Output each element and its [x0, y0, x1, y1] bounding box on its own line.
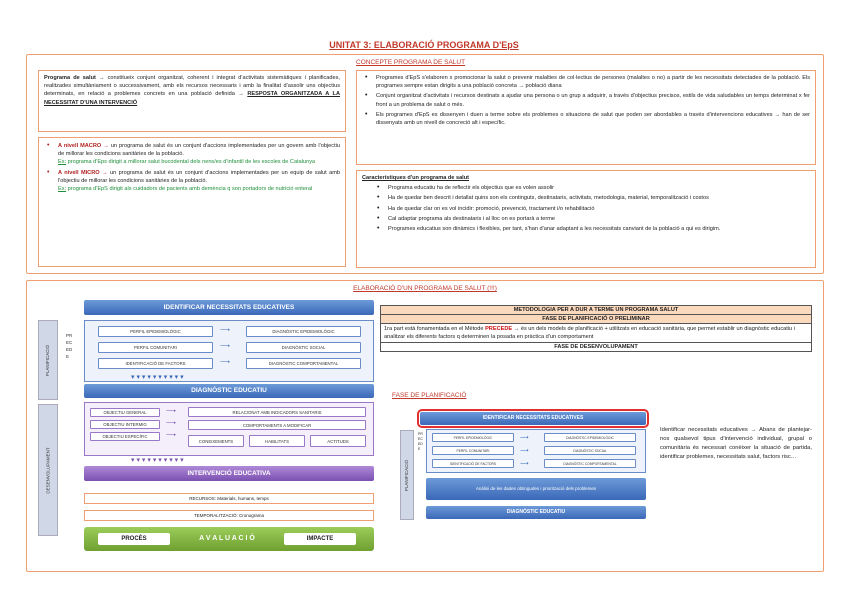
mini-identify-needs-bar: IDENTIFICAR NECESSITATS EDUCATIVES: [420, 412, 646, 425]
mini-planning-side: PLANIFICACIÓ: [400, 430, 414, 520]
epidemiological-profile-box: PERFIL EPIDEMIOLÒGIC: [98, 326, 213, 337]
arrow-down-icon: ▾ ▾ ▾ ▾ ▾ ▾ ▾ ▾ ▾ ▾: [131, 457, 184, 464]
level-macro: [44, 142, 340, 167]
level-macro-example: programa d'Eps dirigit a millorar salut bucodental dels nens/es d'infantil de les escoles de Catalunya: [66, 159, 316, 166]
concept-item: • Els programes d'EpS es dissenyen i duen a terme sobre els problemes o situacions de salut que poden ser abordables a través d'intervencions educatives → han de ser dissenyats amb un nivell de concreció alt i específic.: [362, 111, 810, 127]
arrow-down-icon: ▾ ▾ ▾ ▾ ▾ ▾ ▾ ▾ ▾ ▾: [131, 374, 184, 381]
mini-precede-label: PRECEDE: [418, 432, 423, 451]
arrow-right-icon: ⟶: [166, 432, 177, 439]
timing-box: TEMPORALITZACIÓ: Cronograma: [84, 510, 374, 521]
mini-social-diagnosis: DIAGNÒSTIC SOCIAL: [544, 446, 636, 455]
characteristic-item: • Programes educatius son dinàmics i flexibles, per tant, s'han d'anar adaptant a les necessitats canviant de la població a qui es dirigim.: [374, 225, 810, 233]
arrow-right-icon: ⟶: [166, 420, 177, 427]
arrow-right-icon: →: [102, 169, 108, 176]
mini-epidemiological-diagnosis: DIAGNÒSTIC EPIDEMIOLÒGIC: [544, 433, 636, 442]
behaviours-box: COMPORTAMENTS A MODIFICAR: [188, 420, 366, 430]
arrow-right-icon: →: [98, 75, 105, 81]
attitudes-box: ACTITUDS: [310, 435, 366, 447]
mini-educational-diagnosis-bar: DIAGNÒSTIC EDUCATIU: [426, 506, 646, 519]
level-macro-label: A nivell MACRO: [58, 143, 104, 149]
characteristic-item: • Ha de quedar clar on es vol incidir: promoció, prevenció, tractament i/o rehabilitació: [374, 205, 810, 213]
methodology-title: METODOLOGIA PER A DUR A TERME UN PROGRAMA SALUT: [381, 306, 812, 315]
characteristic-item: • Programa educatiu ha de reflectir els objectius que es volen assolir: [374, 184, 810, 192]
level-micro-label: A nivell MICRO: [58, 169, 102, 176]
development-phase-header: FASE DE DESENVOLUPAMENT: [381, 343, 812, 352]
mini-community-profile: PERFIL COMUNITARI: [432, 446, 514, 455]
arrow-right-icon: →: [103, 143, 109, 149]
definition-text: constitueix conjunt organitzat, coherent i integrat d'activitats sistemàtiques i planificades, realitzades simultàniament o successivament, amb els recursos necessaris i amb la finalitat d'assolir uns objectius determinats, en relació a problemes concrets en una població definida: [44, 75, 340, 98]
arrow-right-icon: ⟶: [520, 435, 529, 441]
planning-phase-title: FASE DE PLANIFICACIÓ: [392, 392, 467, 399]
level-macro-ex-label: Ex:: [58, 159, 67, 166]
definition-conclusion: RESPOSTA ORGANITZADA A LA NECESSITAT D'UNA INTERVENCIÓ: [44, 91, 340, 106]
resources-box: RECURSOS: Materials, humans, temps: [84, 493, 374, 504]
knowledge-box: CONEIXEMENTS: [188, 435, 244, 447]
concept-box: [356, 70, 816, 165]
impact-box: IMPACTE: [284, 533, 356, 545]
intermediate-objective-box: OBJECTIU INTERMIG: [90, 420, 160, 429]
behavioural-diagnosis-box: DIAGNÒSTIC COMPORTAMENTAL: [246, 358, 361, 369]
level-micro-example: programa d'EpS dirigit als cuidadors de pacients amb demència q son portadors de nutrició enteral: [66, 186, 313, 193]
precede-highlight: PRECEDE: [485, 326, 513, 332]
arrow-right-icon: →: [518, 83, 524, 90]
mini-epidemiological-profile: PERFIL EPIDEMIOLÒGIC: [432, 433, 514, 442]
mini-diagram: [398, 408, 648, 528]
level-macro-text: un programa de salut és un conjunt d'accions implementades per un govern amb l'objectiu de millorar les condicions sanitàries de la població.: [58, 143, 340, 158]
arrow-right-icon: ⟶: [166, 408, 177, 415]
planning-phase-header: FASE DE PLANIFICACIÓ O PRELIMINAR: [381, 315, 812, 324]
definition-label: Programa de salut: [44, 75, 99, 81]
identify-needs-bar: IDENTIFICAR NECESSITATS EDUCATIVES: [84, 300, 374, 315]
arrow-right-icon: ⟶: [220, 343, 231, 350]
arrow-right-icon: →: [750, 427, 757, 433]
characteristics-title: Característiques d'un programa de salut: [362, 175, 470, 181]
characteristics-box: [356, 170, 816, 268]
characteristic-item: • Ha de quedar ben descrit i detallat quins son els continguts, destinataris, activitats, metodologia, material, temporalització i costos: [374, 194, 810, 202]
process-box: PROCÈS: [98, 533, 170, 545]
level-micro-ex-label: Ex:: [58, 186, 67, 193]
educational-intervention-bar: INTERVENCIÓ EDUCATIVA: [84, 466, 374, 481]
identify-needs-explanation: Identificar necessitats educatives → Abans de plantejar-nos qualsevol tipus d'intervenció individual, grupal o comunitària és necessari conèixer la situació de partida, identificar problemes, necessitats salut, factors risc…: [660, 427, 812, 460]
arrow-right-icon: ⟶: [520, 461, 529, 467]
program-definition: [38, 70, 346, 132]
community-profile-box: PERFIL COMUNITARI: [98, 342, 213, 353]
program-diagram: [36, 298, 376, 556]
arrow-right-icon: →: [513, 326, 520, 332]
mini-identify-factors: IDENTIFICACIÓ DE FACTORS: [432, 459, 514, 468]
specific-objective-box: OBJECTIU ESPECÍFIC: [90, 432, 160, 441]
social-diagnosis-box: DIAGNÒSTIC SOCIAL: [246, 342, 361, 353]
arrow-right-icon: ⟶: [520, 448, 529, 454]
educational-diagnosis-bar: DIAGNÒSTIC EDUCATIU: [84, 384, 374, 398]
skills-box: HABILITATS: [249, 435, 305, 447]
planning-phase-text: 1ra part està fonamentada en el Mètode PRECEDE → és un dels models de planificació + utilitzats en educació sanitària, que permet establir un diagnòstic educatiu i analitzar els diferents factors q determinen la posada en pràctica d'un comportament: [381, 324, 812, 343]
level-micro-text: un programa de salut és un conjunt d'accions implementades per un equip de salut amb l'objectiu de millorar les condicions sanitàries de la població.: [58, 169, 340, 184]
precede-label: PRECEDE: [66, 333, 73, 359]
development-side-label: DESENVOLUPAMENT: [38, 404, 58, 536]
arrow-right-icon: ⟶: [220, 359, 231, 366]
arrow-right-icon: →: [774, 111, 781, 118]
arrow-right-icon: ⟶: [220, 327, 231, 334]
evaluation-bar: [84, 527, 374, 551]
methodology-table: [380, 305, 812, 352]
level-micro: [44, 169, 340, 194]
epidemiological-diagnosis-box: DIAGNÒSTIC EPIDEMIOLÒGIC: [246, 326, 361, 337]
page-title: UNITAT 3: ELABORACIÓ PROGRAMA D'EpS: [329, 40, 519, 50]
mini-behavioural-diagnosis: DIAGNÒSTIC COMPORTAMENTAL: [544, 459, 636, 468]
evaluation-label: A V A L U A C I Ó: [199, 535, 255, 542]
mini-analysis-bar: Anàlisi de les dades obtingudes i priorització dels problemes: [426, 478, 646, 500]
concept-item: • Conjunt organitzat d'activitats i recursos destinats a ajudar una persona o un grup a adquirir, a través d'objectius precisos, estils de vida saludables un temps determinat x fer front a un problema de salut o més.: [362, 92, 810, 108]
arrow-right-icon: →: [238, 91, 244, 98]
levels-box: [38, 137, 346, 267]
sanitary-indicators-box: RELACIONAT AMB INDICADORS SANITARIS: [188, 407, 366, 417]
concept-item: • Programes d'EpS s'elaboren x promocionar la salut o prevenir malalties de col·lectius de persones (malaltes o no) a partir de les necessitats detectades de la població. Els programes sempre estan dirigits a una població concreta → població diana: [362, 74, 810, 90]
concept-title: CONCEPTE PROGRAMA DE SALUT: [356, 59, 466, 66]
characteristic-item: • Cal adaptar programa als destinataris i al lloc on es portarà a terme: [374, 215, 810, 223]
planning-side-label: PLANIFICACIÓ: [38, 320, 58, 400]
elaboration-title: ELABORACIÓ D'UN PROGRAMA DE SALUT (!!!): [353, 285, 497, 292]
general-objective-box: OBJECTIU GENERAL: [90, 408, 160, 417]
identify-factors-box: IDENTIFICACIÓ DE FACTORS: [98, 358, 213, 369]
